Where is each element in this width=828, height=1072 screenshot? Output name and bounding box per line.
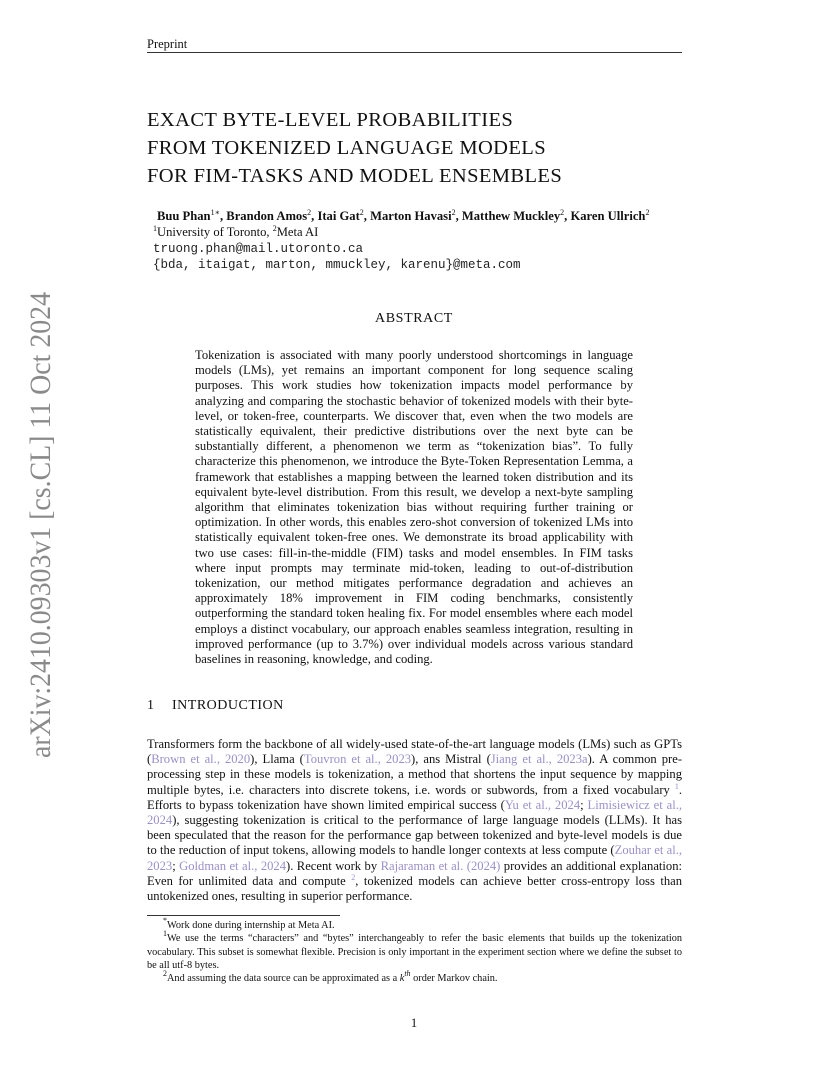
- footnote: [147, 916, 682, 932]
- body-text-run: provides an additional explanation: Even for unlimited data and compute: [147, 858, 683, 888]
- author: [370, 209, 456, 223]
- footnote-text: And assuming the data source can be approximated as a: [167, 973, 400, 985]
- author: [317, 209, 363, 223]
- footnote-text: Work done during internship at Meta AI.: [167, 920, 335, 931]
- author-name: Buu Phan: [157, 209, 211, 223]
- affiliations: [153, 225, 318, 240]
- citation-link[interactable]: Rajaraman et al. (2024): [380, 858, 501, 873]
- section-number: 1: [147, 698, 155, 713]
- author: [226, 209, 311, 223]
- body-text-run: ), ans Mistral (: [411, 752, 491, 767]
- footnote: [147, 969, 682, 985]
- header-rule: [147, 52, 682, 53]
- footnote-marker[interactable]: 2: [351, 872, 356, 882]
- running-head: Preprint: [147, 37, 188, 51]
- math-th: th: [404, 969, 411, 979]
- author-affiliation-mark: 2: [307, 208, 312, 217]
- email-line-2: {bda, itaigat, marton, mmuckley, karenu}@meta.com: [153, 258, 521, 272]
- citation-link[interactable]: Zouhar et al., 2023: [147, 843, 682, 873]
- author: [570, 209, 649, 223]
- citation-link[interactable]: Goldman et al., 2024: [179, 858, 287, 873]
- body-text-run: ;: [580, 797, 588, 812]
- footnote: [147, 929, 682, 972]
- affiliation-meta: Meta AI: [276, 225, 319, 239]
- footnote-mark: 2: [163, 969, 167, 979]
- math-k: k: [399, 973, 405, 985]
- title-line-1: EXACT BYTE-LEVEL PROBABILITIES: [147, 109, 514, 131]
- page-number: 1: [410, 1016, 418, 1030]
- body-text-run: ). Recent work by: [286, 858, 381, 873]
- title-line-3: FOR FIM-TASKS AND MODEL ENSEMBLES: [147, 165, 563, 187]
- body-text-run: . Efforts to bypass tokenization have shown limited empirical success (: [147, 782, 682, 812]
- email-line-1: truong.phan@mail.utoronto.ca: [153, 242, 364, 256]
- abstract-text: Tokenization is associated with many poorly understood shortcomings in language models (LMs), yet remains an important component for long sequence scaling purposes. This work studies how tokenization impacts model performance by analyzing and comparing the stochastic behavior of tokenized models with their byte-level, or token-free, counterparts. We discover that, even when the two models are statistically equivalent, their predictive distributions over the next byte can be substantially different, a phenomenon we term as “tokenization bias”. To fully characterize this phenomenon, we introduce the Byte-Token Representation Lemma, a framework that establishes a mapping between the learned token distribution and its equivalent byte-level distribution. From this result, we develop a next-byte sampling algorithm that eliminates tokenization bias without requiring further training or optimization. In other words, this enables zero-shot conversion of tokenized LMs into statistically equivalent token-free ones. We demonstrate its broad applicability with two use cases: fill-in-the-middle (FIM) tasks and model ensembles. In FIM tasks where input prompts may terminate mid-token, leading to out-of-distribution tokenization, our method mitigates performance degradation and achieves an approximately 18% improvement in FIM coding benchmarks, consistently outperforming the standard token healing fix. For model ensembles where each model employs a distinct vocabulary, our approach enables seamless integration, resulting in improved performance (up to 3.7%) over individual models across various standard baselines in reasoning, knowledge, and coding.: [195, 348, 633, 667]
- abstract-heading: ABSTRACT: [375, 311, 453, 326]
- body-text-run: Transformers form the backbone of all widely-used state-of-the-art language models (LMs) such as GPTs (: [147, 737, 682, 767]
- author-name: Matthew Muckley: [461, 209, 561, 223]
- author-affiliation-mark: 2: [645, 208, 650, 217]
- author-name: Marton Havasi: [370, 209, 452, 223]
- title-line-2: FROM TOKENIZED LANGUAGE MODELS: [147, 137, 547, 159]
- author-name: Itai Gat: [317, 209, 360, 223]
- citation-link[interactable]: Limisiewicz et al., 2024: [147, 797, 682, 828]
- footnote-rule: [147, 915, 340, 916]
- introduction-paragraph: [147, 737, 682, 904]
- body-text-run: , tokenized models can achieve better cross-entropy loss than untokenized ones, resulting in superior performance.: [147, 873, 683, 904]
- citation-link[interactable]: Jiang et al., 2023a: [490, 752, 588, 767]
- citation-link[interactable]: Brown et al., 2020: [151, 752, 251, 767]
- affiliation-toronto: University of Toronto,: [157, 225, 273, 239]
- footnote-text: We use the terms “characters” and “bytes” interchangeably to refer the basic elements that builds up the tokenization vocabulary. This subset is somewhat flexible. Precision is only important in the experiment section where we define the subset to be all utf-8 bytes.: [147, 933, 682, 971]
- paper-title: [147, 106, 707, 190]
- section-title: INTRODUCTION: [172, 698, 284, 713]
- body-text-run: ;: [172, 858, 180, 873]
- footnote-marker[interactable]: 1: [674, 781, 679, 791]
- author-list: Buu Phan$^{1∗}$, Brandon Amos$^2$, Itai Gat$^2$, Marton Havasi$^2$, Matthew Muckley$^2$, Karen Ullrich$^2$: [157, 208, 650, 223]
- body-text-run: ), Llama (: [250, 752, 304, 767]
- arxiv-side-stamp: [18, 290, 60, 760]
- citation-link[interactable]: Touvron et al., 2023: [303, 752, 412, 767]
- author-affiliation-mark: 2: [560, 208, 565, 217]
- author: [157, 209, 220, 223]
- arxiv-identifier: arXiv:2410.09303v1 [cs.CL] 11 Oct 2024: [24, 290, 57, 758]
- section-heading: [147, 698, 284, 714]
- body-text-run: ). A common pre-processing step in these models is tokenization, a method that shortens the input sequence by mapping multiple bytes, i.e. characters into discrete tokens, i.e. words or subwords, from a fixed vocabulary: [147, 752, 683, 797]
- author-name: Karen Ullrich: [570, 209, 646, 223]
- affiliation-mark-1: 1: [153, 224, 157, 233]
- citation-link[interactable]: Yu et al., 2024: [504, 797, 581, 812]
- body-text-run: ), suggesting tokenization is critical to the performance of large language models (LLMs). It has been speculated that the reason for the performance gap between tokenized and byte-level models is due to the reduction of input tokens, allowing models to handle longer contexts at less compute (: [147, 813, 682, 858]
- footnote-mark: *: [163, 916, 167, 925]
- footnote-mark: 1: [163, 929, 167, 939]
- author-name: Brandon Amos: [226, 209, 308, 223]
- author: [462, 209, 564, 223]
- author-affiliation-mark: 1∗: [210, 208, 220, 217]
- affiliation-mark-2: 2: [272, 224, 277, 233]
- author-affiliation-mark: 2: [451, 208, 456, 217]
- author-affiliation-mark: 2: [359, 208, 364, 217]
- footnote-text: order Markov chain.: [410, 973, 498, 985]
- footnotes: [147, 916, 682, 985]
